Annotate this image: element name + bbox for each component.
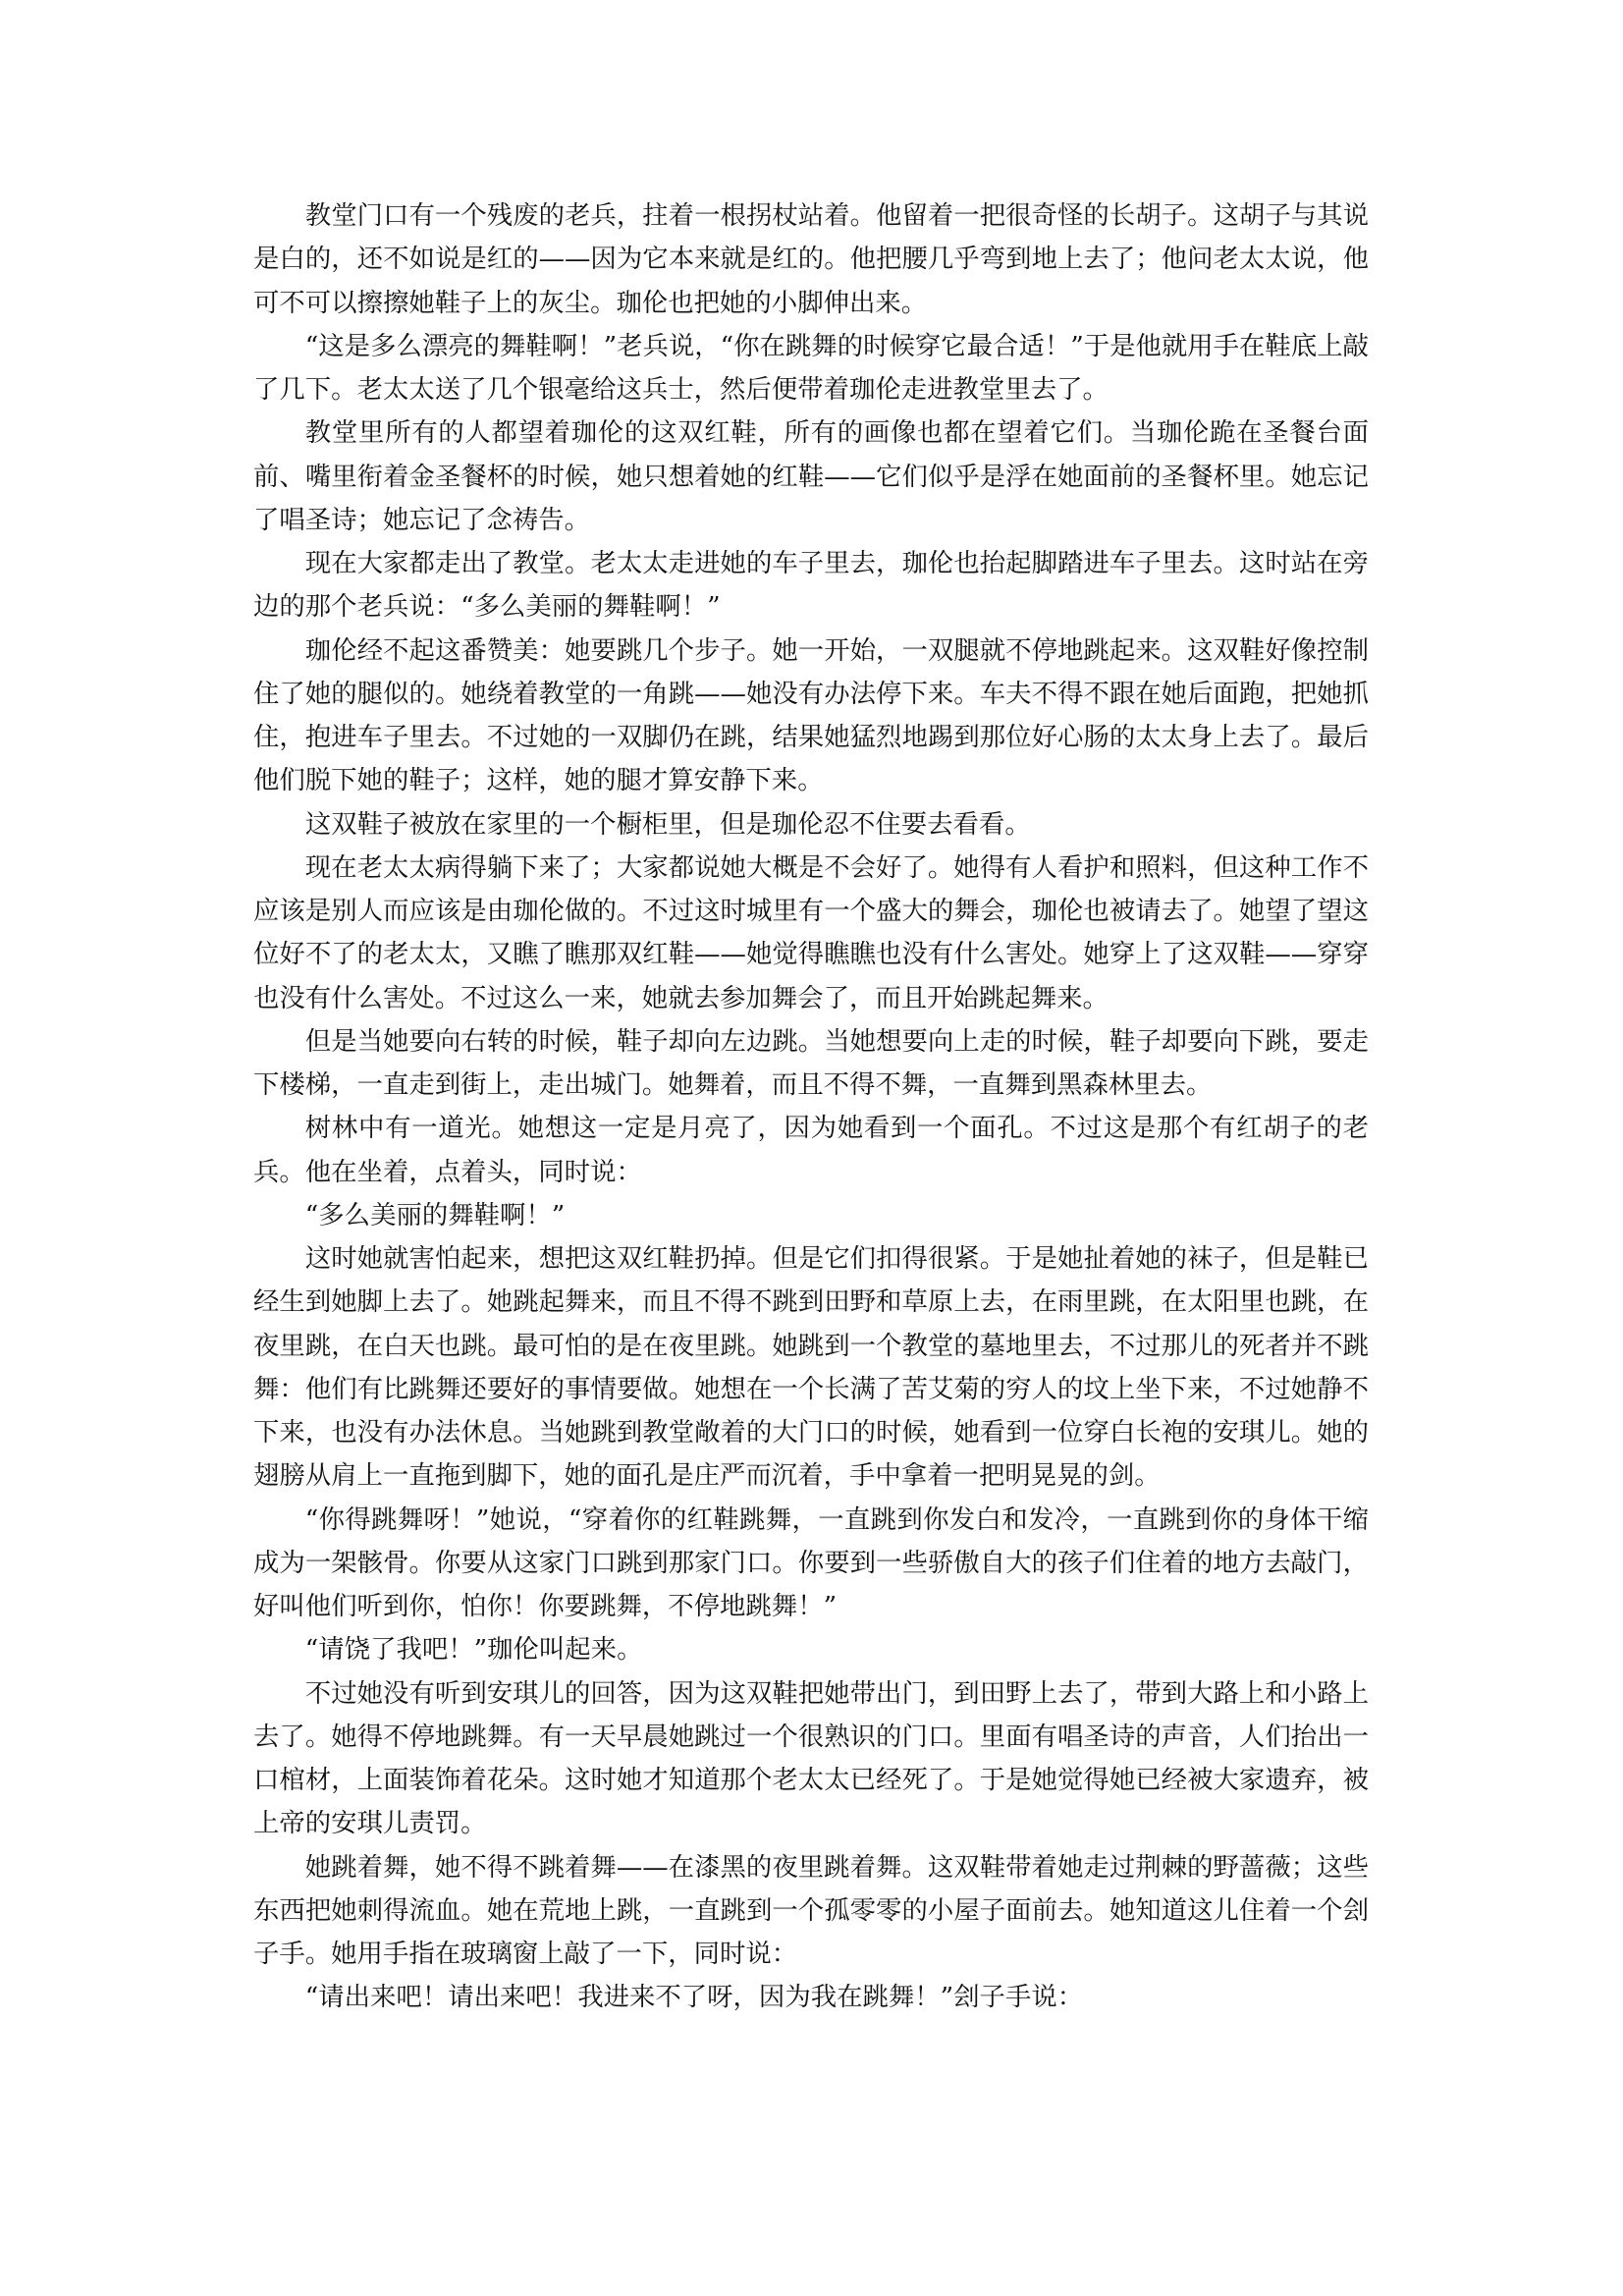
paragraph-5: 珈伦经不起这番赞美：她要跳几个步子。她一开始，一双腿就不停地跳起来。这双鞋好像控制住了她的腿似的。她绕着教堂的一角跳——她没有办法停下来。车夫不得不跟在她后面跑，把她抓住，抱进车子里去。不过她的一双脚仍在跳，结果她猛烈地踢到那位好心肠的太太身上去了。最后他们脱下她的鞋子；这样，她的腿才算安静下来。 xyxy=(253,634,1369,796)
paragraph-9: 树林中有一道光。她想这一定是月亮了，因为她看到一个面孔。不过这是那个有红胡子的老兵。他在坐着，点着头，同时说： xyxy=(253,1113,1369,1187)
paragraph-10: “多么美丽的舞鞋啊！” xyxy=(304,1199,566,1230)
paragraph-2: “这是多么漂亮的舞鞋啊！”老兵说，“你在跳舞的时候穿它最合适！”于是他就用手在鞋底上敲了几下。老太太送了几个银毫给这兵士，然后便带着珈伦走进教堂里去了。 xyxy=(253,330,1369,405)
paragraph-7: 现在老太太病得躺下来了；大家都说她大概是不会好了。她得有人看护和照料，但这种工作不应该是别人而应该是由珈伦做的。不过这时城里有一个盛大的舞会，珈伦也被请去了。她望了望这位好不了的老太太，又瞧了瞧那双红鞋——她觉得瞧瞧也没有什么害处。她穿上了这双鞋——穿穿也没有什么害处。不过这么一来，她就去参加舞会了，而且开始跳起舞来。 xyxy=(253,851,1369,1013)
paragraph-11: 这时她就害怕起来，想把这双红鞋扔掉。但是它们扣得很紧。于是她扯着她的袜子，但是鞋已经生到她脚上去了。她跳起舞来，而且不得不跳到田野和草原上去，在雨里跳，在太阳里也跳，在夜里跳，在白天也跳。最可怕的是在夜里跳。她跳到一个教堂的墓地里去，不过那儿的死者并不跳舞：他们有比跳舞还要好的事情要做。她想在一个长满了苦艾菊的穷人的坟上坐下来，不过她静不下来，也没有办法休息。当她跳到教堂敞着的大门口的时候，她看到一位穿白长袍的安琪儿。她的翅膀从肩上一直拖到脚下，她的面孔是庄严而沉着，手中拿着一把明晃晃的剑。 xyxy=(253,1243,1369,1492)
paragraph-1: 教堂门口有一个残废的老兵，拄着一根拐杖站着。他留着一把很奇怪的长胡子。这胡子与其说是白的，还不如说是红的——因为它本来就是红的。他把腰几乎弯到地上去了；他问老太太说，他可不可以擦擦她鞋子上的灰尘。珈伦也把她的小脚伸出来。 xyxy=(253,200,1369,318)
story-text xyxy=(253,194,1369,2020)
paragraph-14: 不过她没有听到安琪儿的回答，因为这双鞋把她带出门，到田野上去了，带到大路上和小路上去了。她得不停地跳舞。有一天早晨她跳过一个很熟识的门口。里面有唱圣诗的声音，人们抬出一口棺材，上面装饰着花朵。这时她才知道那个老太太已经死了。于是她觉得她已经被大家遗弃，被上帝的安琪儿责罚。 xyxy=(253,1677,1369,1839)
paragraph-6: 这双鞋子被放在家里的一个橱柜里，但是珈伦忍不住要去看看。 xyxy=(304,808,1031,840)
paragraph-8: 但是当她要向右转的时候，鞋子却向左边跳。当她想要向上走的时候，鞋子却要向下跳，要走下楼梯，一直走到街上，走出城门。她舞着，而且不得不舞，一直舞到黑森林里去。 xyxy=(253,1025,1369,1100)
paragraph-3: 教堂里所有的人都望着珈伦的这双红鞋，所有的画像也都在望着它们。当珈伦跪在圣餐台面前、嘴里衔着金圣餐杯的时候，她只想着她的红鞋——它们似乎是浮在她面前的圣餐杯里。她忘记了唱圣诗；她忘记了念祷告。 xyxy=(253,417,1369,535)
paragraph-12: “你得跳舞呀！”她说，“穿着你的红鞋跳舞，一直跳到你发白和发冷，一直跳到你的身体干缩成为一架骸骨。你要从这家门口跳到那家门口。你要到一些骄傲自大的孩子们住着的地方去敲门，好叫他们听到你，怕你！你要跳舞，不停地跳舞！” xyxy=(253,1503,1369,1621)
paragraph-4: 现在大家都走出了教堂。老太太走进她的车子里去，珈伦也抬起脚踏进车子里去。这时站在旁边的那个老兵说：“多么美丽的舞鞋啊！” xyxy=(253,548,1369,623)
paragraph-16: “请出来吧！请出来吧！我进来不了呀，因为我在跳舞！”刽子手说： xyxy=(304,1982,1084,2013)
paragraph-13: “请饶了我吧！”珈伦叫起来。 xyxy=(304,1634,643,1666)
paragraph-15: 她跳着舞，她不得不跳着舞——在漆黑的夜里跳着舞。这双鞋带着她走过荆棘的野蔷薇；这些东西把她刺得流血。她在荒地上跳，一直跳到一个孤零零的小屋子面前去。她知道这儿住着一个刽子手。她用手指在玻璃窗上敲了一下，同时说： xyxy=(253,1851,1369,1969)
